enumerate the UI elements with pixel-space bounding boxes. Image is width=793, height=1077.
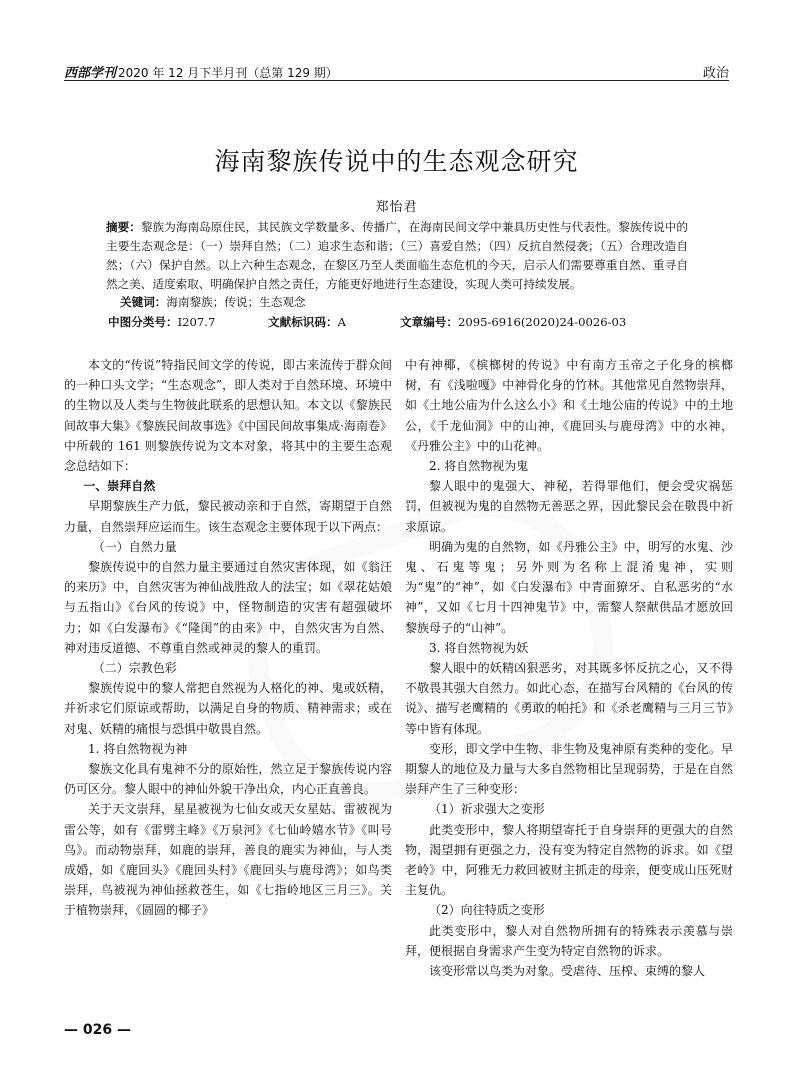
author-name: 郑怡君	[375, 200, 418, 215]
paragraph: 3. 将自然物视为妖	[429, 640, 529, 655]
paragraph: 黎人眼中的妖精凶狠恶劣，对其既多怀反抗之心，又不得不敬畏其强大自然力。如此心态，在描写台风精的《台风的传说》、描写老鹰精的《勇敢的帕托》和《杀老鹰精与三月三节》等中皆有体现。	[405, 661, 733, 736]
article-value: 2095-6916(2020)24-0026-03	[457, 315, 627, 329]
article-number	[400, 314, 626, 330]
paragraph: 黎族文化具有鬼神不分的原始性，然立足于黎族传说内容仍可区分。黎人眼中的神仙外貌干净出众，内心正直善良。	[64, 762, 392, 797]
clc-value: I207.7	[177, 315, 216, 329]
subsection-heading: （一）自然力量	[92, 539, 177, 554]
abstract-label: 摘要：	[106, 220, 141, 234]
doc-value: A	[337, 315, 346, 329]
paragraph: 1. 将自然物视为神	[88, 741, 188, 756]
article-title: 海南黎族传说中的生态观念研究	[214, 147, 579, 176]
abstract-text: 黎族为海南岛原住民，其民族文学数量多、传播广，在海南民间文学中兼具历史性与代表性。黎族传说中的主要生态观念是：（一）崇拜自然；（二）追求生态和谐；（三）喜爱自然；（四）反抗自然侵袭；（五）合理改造自然；（六）保护自然。以上六种生态观念，在黎区乃至人类面临生态危机的今天，启示人们需要尊重自然、重寻自然之美、适度索取、明确保护自然之责任，方能更好地进行生态建设，实现人类可持续发展。	[106, 220, 688, 291]
paragraph: 中有神椰，《槟榔树的传说》中有南方玉帝之子化身的槟榔树，有《浅啦嘎》中神骨化身的竹林。其他常见自然物崇拜，如《土地公庙为什么这么小》和《土地公庙的传说》中的土地公，《千龙仙洞》中的山神，《鹿回头与鹿母湾》中的水神，《丹雅公主》中的山花神。	[405, 358, 733, 453]
journal-info	[64, 62, 338, 81]
clc-number	[108, 314, 215, 330]
section-heading: 一、崇拜自然	[83, 479, 156, 494]
paragraph: 关于天文崇拜，星星被视为七仙女或天女星姑、雷被视为雷公等，如有《雷劈主峰》《万泉河》《七仙岭嬉水节》《叫号鸟》。而动物崇拜，如鹿的崇拜，善良的鹿实为神仙，与人类成婚，如《鹿回头》《鹿回头村》《鹿回头与鹿母湾》；如鸟类崇拜，鸟被视为神仙拯救苍生，如《七指岭地区三月三》。关于植物崇拜，《圆圆的椰子》	[64, 802, 392, 918]
right-column	[405, 355, 733, 981]
paragraph: 2. 将自然物视为鬼	[429, 459, 529, 474]
paragraph: 早期黎族生产力低，黎民被动亲和于自然，寄期望于自然力量，自然崇拜应运而生。该生态观念主要体现于以下两点：	[64, 499, 392, 534]
paragraph: 本文的“传说”特指民间文学的传说，即古来流传于群众间的一种口头文学；“生态观念”，即人类对于自然环境、环境中的生物以及人类与生物彼此联系的思想认知。本文以《黎族民间故事大集》《黎族民间故事选》《中国民间故事集成·海南卷》中所载的 161 则黎族传说为文本对象，将其中的主要生态观念总结如下：	[64, 358, 392, 474]
left-column	[64, 355, 392, 921]
paragraph: 明确为鬼的自然物，如《丹雅公主》中，明写的水鬼、沙鬼、石鬼等鬼；另外则为名称上混淆鬼神，实则为“鬼”的“神”，如《白发瀑布》中青面獠牙、自私恶劣的“水神”，又如《七月十四神鬼节》中，需黎人祭献供品才愿放回黎族母子的“山神”。	[405, 539, 733, 635]
paragraph: 该变形常以鸟类为对象。受虐待、压榨、束缚的黎人	[429, 964, 706, 979]
abstract	[106, 218, 688, 294]
article-label: 文章编号：	[400, 315, 458, 329]
journal-logo: 西部学刊	[64, 66, 117, 81]
paragraph: 此类变形中，黎人将期望寄托于自身崇拜的更强大的自然物，渴望拥有更强之力，没有变为特定自然物的诉求。如《望老岭》中，阿雅无力救回被财主抓走的母亲，便变成山压死财主复仇。	[405, 822, 733, 898]
paragraph: （1）祈求强大之变形	[429, 802, 545, 817]
keywords-label: 关键词：	[120, 295, 167, 309]
keywords-text: 海南黎族；传说；生态观念	[166, 295, 306, 309]
paragraph: 黎人眼中的鬼强大、神秘，若得罪他们，便会受灾祸惩罚，但被视为鬼的自然物无善恶之界，因此黎民会在敬畏中祈求原谅。	[405, 479, 733, 534]
paragraph: 黎族传说中的自然力量主要通过自然灾害体现，如《翁汪的来历》中，自然灾害为神仙战胜敌人的法宝；如《翠花姑娘与五指山》《台风的传说》中，怪物制造的灾害有超强破坏力；如《白发瀑布》《“隆闺”的由来》中，自然灾害为自然、神对违反道德、不尊重自然或神灵的黎人的重罚。	[64, 560, 392, 655]
subsection-heading: （二）宗教色彩	[92, 661, 177, 676]
paragraph: 黎族传说中的黎人常把自然视为人格化的神、鬼或妖精，并祈求它们原谅或帮助，以满足自身的物质、精神需求；或在对鬼、妖精的痛恨与恐惧中敬畏自然。	[64, 681, 392, 736]
doc-label: 文献标识码：	[268, 315, 338, 329]
paragraph: 变形，即文学中生物、非生物及鬼神原有类种的变化。早期黎人的地位及力量与大多自然物相比呈现弱势，于是在自然崇拜产生了三种变形：	[405, 741, 733, 797]
running-header	[64, 58, 729, 81]
clc-label: 中图分类号：	[108, 315, 178, 329]
section-name: 政治	[702, 66, 729, 81]
keywords	[120, 294, 306, 310]
paragraph: 此类变形中，黎人对自然物所拥有的特殊表示羡慕与崇拜，便根据自身需求产生变为特定自然物的诉求。	[405, 923, 733, 958]
page-number: — 026 —	[64, 1022, 131, 1038]
paragraph: （2）向往特质之变形	[429, 903, 545, 918]
issue-info: 2020 年 12 月下半月刊（总第 129 期）	[118, 66, 338, 80]
document-code	[268, 314, 346, 330]
